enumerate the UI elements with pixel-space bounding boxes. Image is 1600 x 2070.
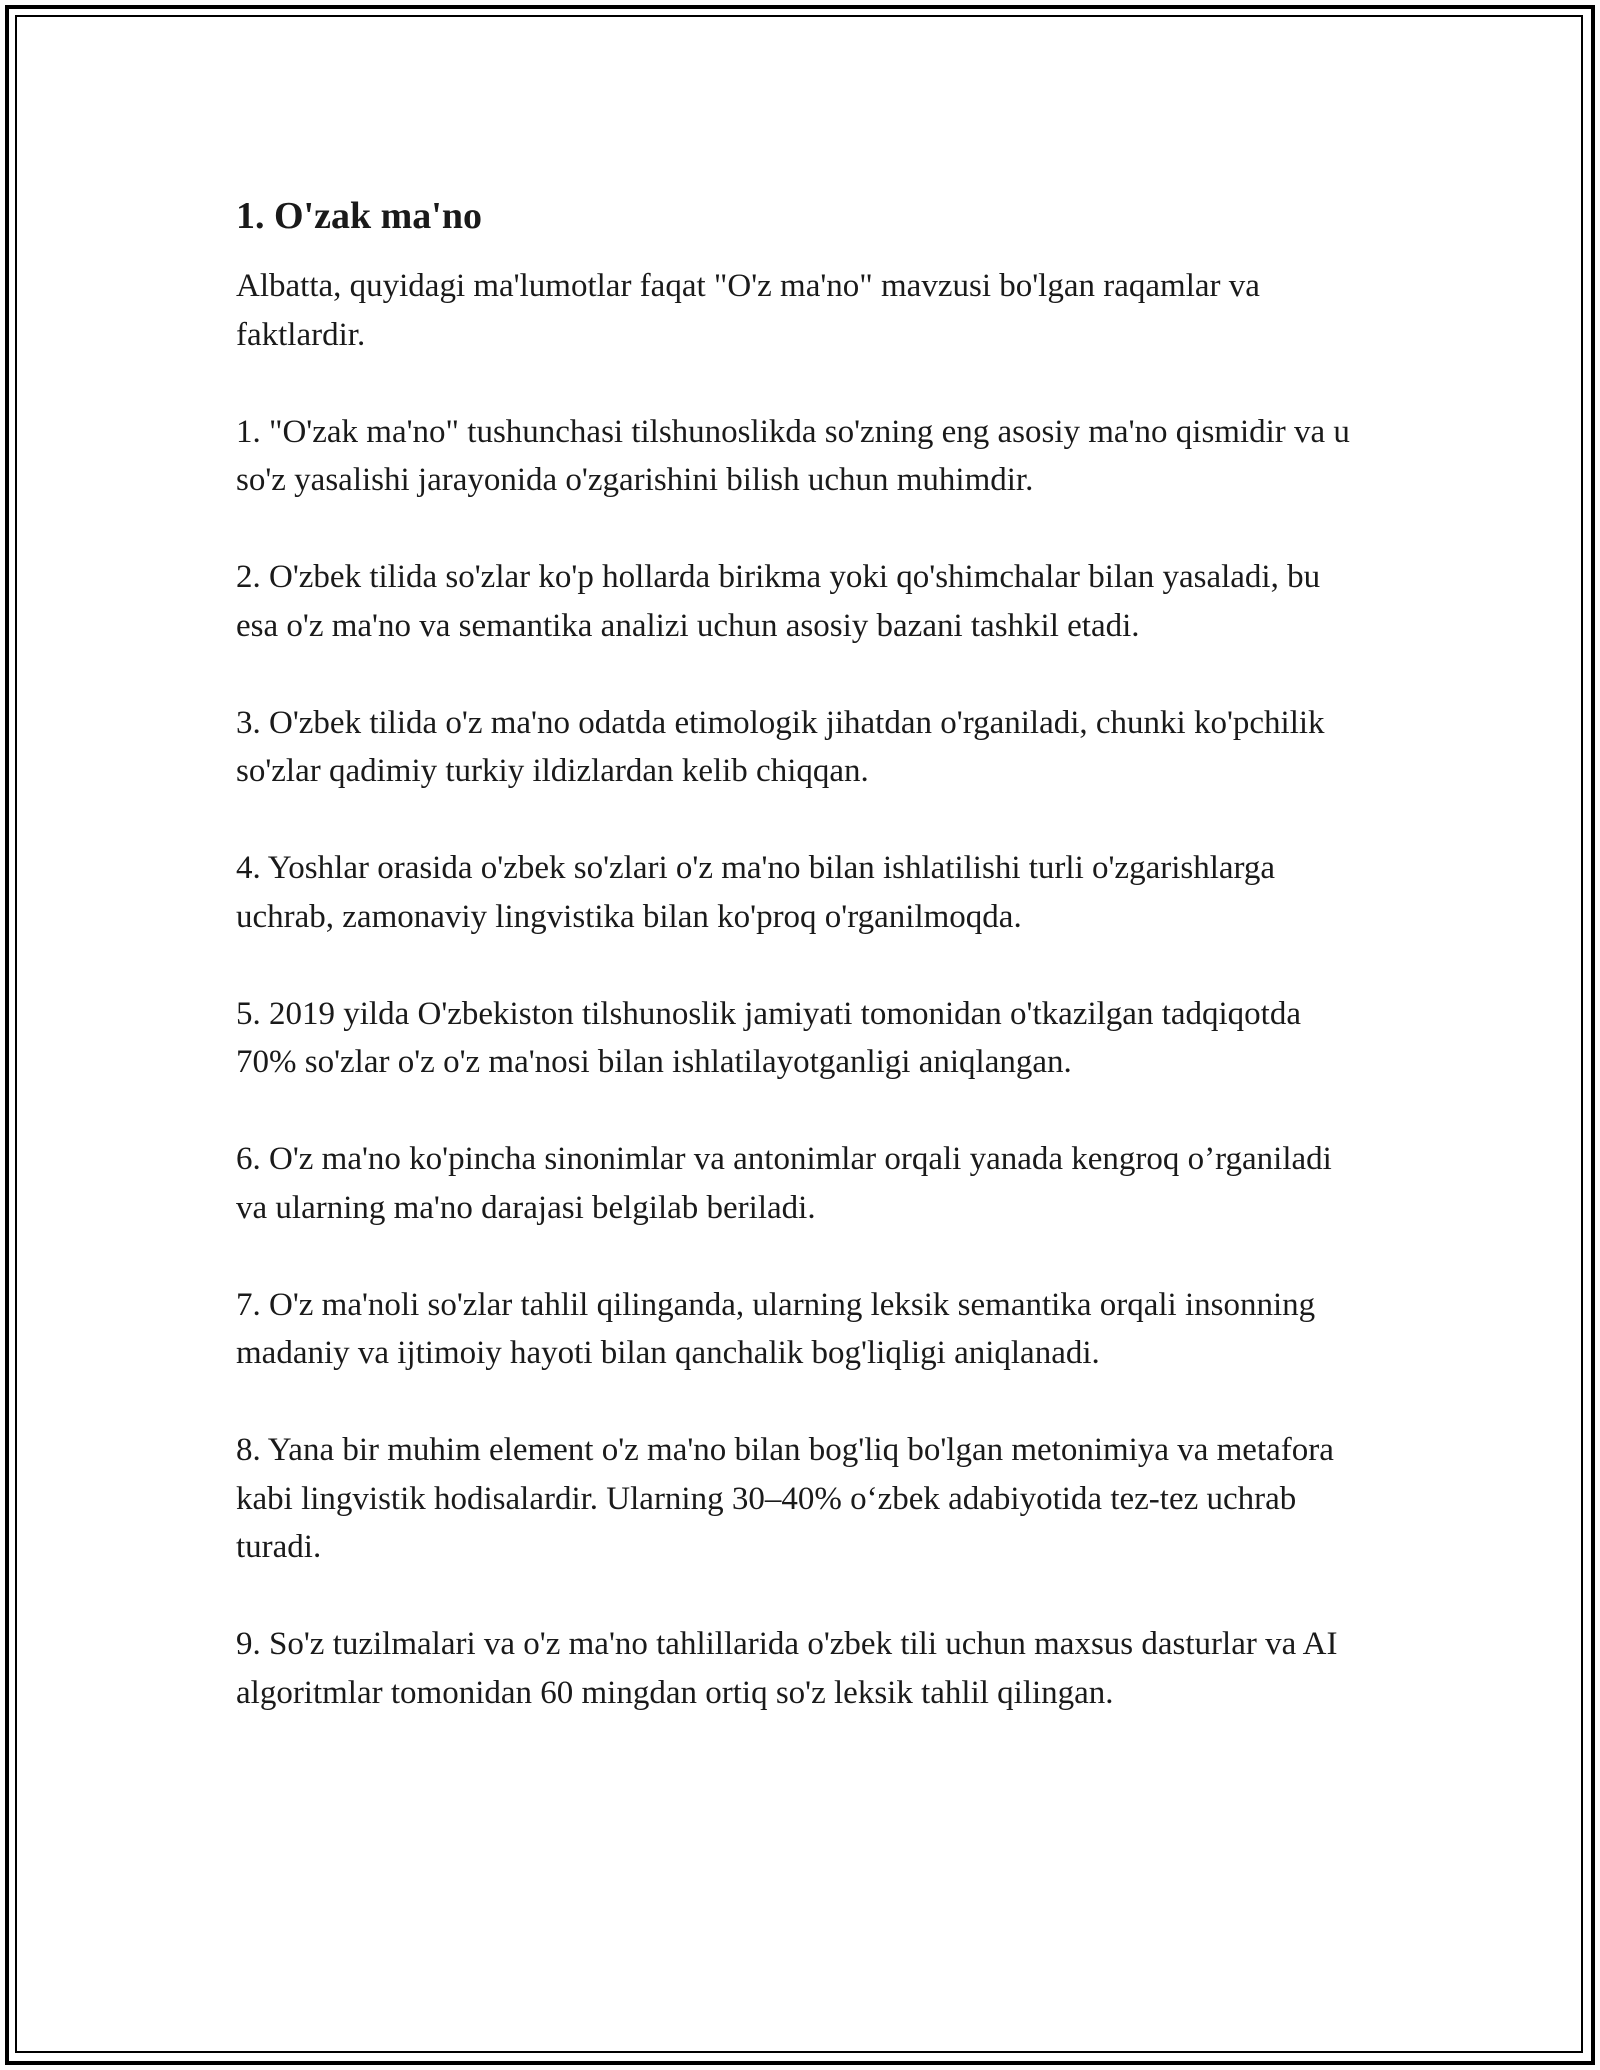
fact-paragraph-8: 8. Yana bir muhim element o'z ma'no bilan bog'liq bo'lgan metonimiya va metafora kabi lingvistik hodisalardir. Ularning 30–40% o‘zbek adabiyotida tez-tez uchrab turadi. xyxy=(236,1432,1334,1565)
fact-paragraph-7: 7. O'z ma'noli so'zlar tahlil qilinganda, ularning leksik semantika orqali insonning madaniy va ijtimoiy hayoti bilan qanchalik bog'liqligi aniqlanadi. xyxy=(236,1286,1316,1371)
intro-paragraph: Albatta, quyidagi ma'lumotlar faqat "O'z ma'no" mavzusi bo'lgan raqamlar va faktlardir. xyxy=(236,268,1260,353)
fact-paragraph-5: 5. 2019 yilda O'zbekiston tilshunoslik jamiyati tomonidan o'tkazilgan tadqiqotda 70% so'zlar o'z o'z ma'nosi bilan ishlatilayotganligi aniqlangan. xyxy=(236,995,1301,1080)
fact-paragraph-1: 1. "O'zak ma'no" tushunchasi tilshunoslikda so'zning eng asosiy ma'no qismidir va u so'z yasalishi jarayonida o'zgarishini bilish uchun muhimdir. xyxy=(236,413,1350,498)
fact-paragraph-6: 6. O'z ma'no ko'pincha sinonimlar va antonimlar orqali yanada kengroq o’rganiladi va ularning ma'no darajasi belgilab beriladi. xyxy=(236,1141,1332,1226)
fact-paragraph-3: 3. O'zbek tilida o'z ma'no odatda etimologik jihatdan o'rganiladi, chunki ko'pchilik so'zlar qadimiy turkiy ildizlardan kelib chiqqan. xyxy=(236,704,1325,789)
fact-paragraph-9: 9. So'z tuzilmalari va o'z ma'no tahlillarida o'zbek tili uchun maxsus dasturlar va AI algoritmlar tomonidan 60 mingdan ortiq so'z leksik tahlil qilingan. xyxy=(236,1626,1338,1711)
document-body xyxy=(236,178,1366,1766)
fact-paragraph-2: 2. O'zbek tilida so'zlar ko'p hollarda birikma yoki qo'shimchalar bilan yasaladi, bu esa o'z ma'no va semantika analizi uchun asosiy bazani tashkil etadi. xyxy=(236,559,1321,644)
document-title: 1. O'zak ma'no xyxy=(236,195,482,237)
fact-paragraph-4: 4. Yoshlar orasida o'zbek so'zlari o'z ma'no bilan ishlatilishi turli o'zgarishlarga uchrab, zamonaviy lingvistika bilan ko'proq o'rganilmoqda. xyxy=(236,850,1276,935)
